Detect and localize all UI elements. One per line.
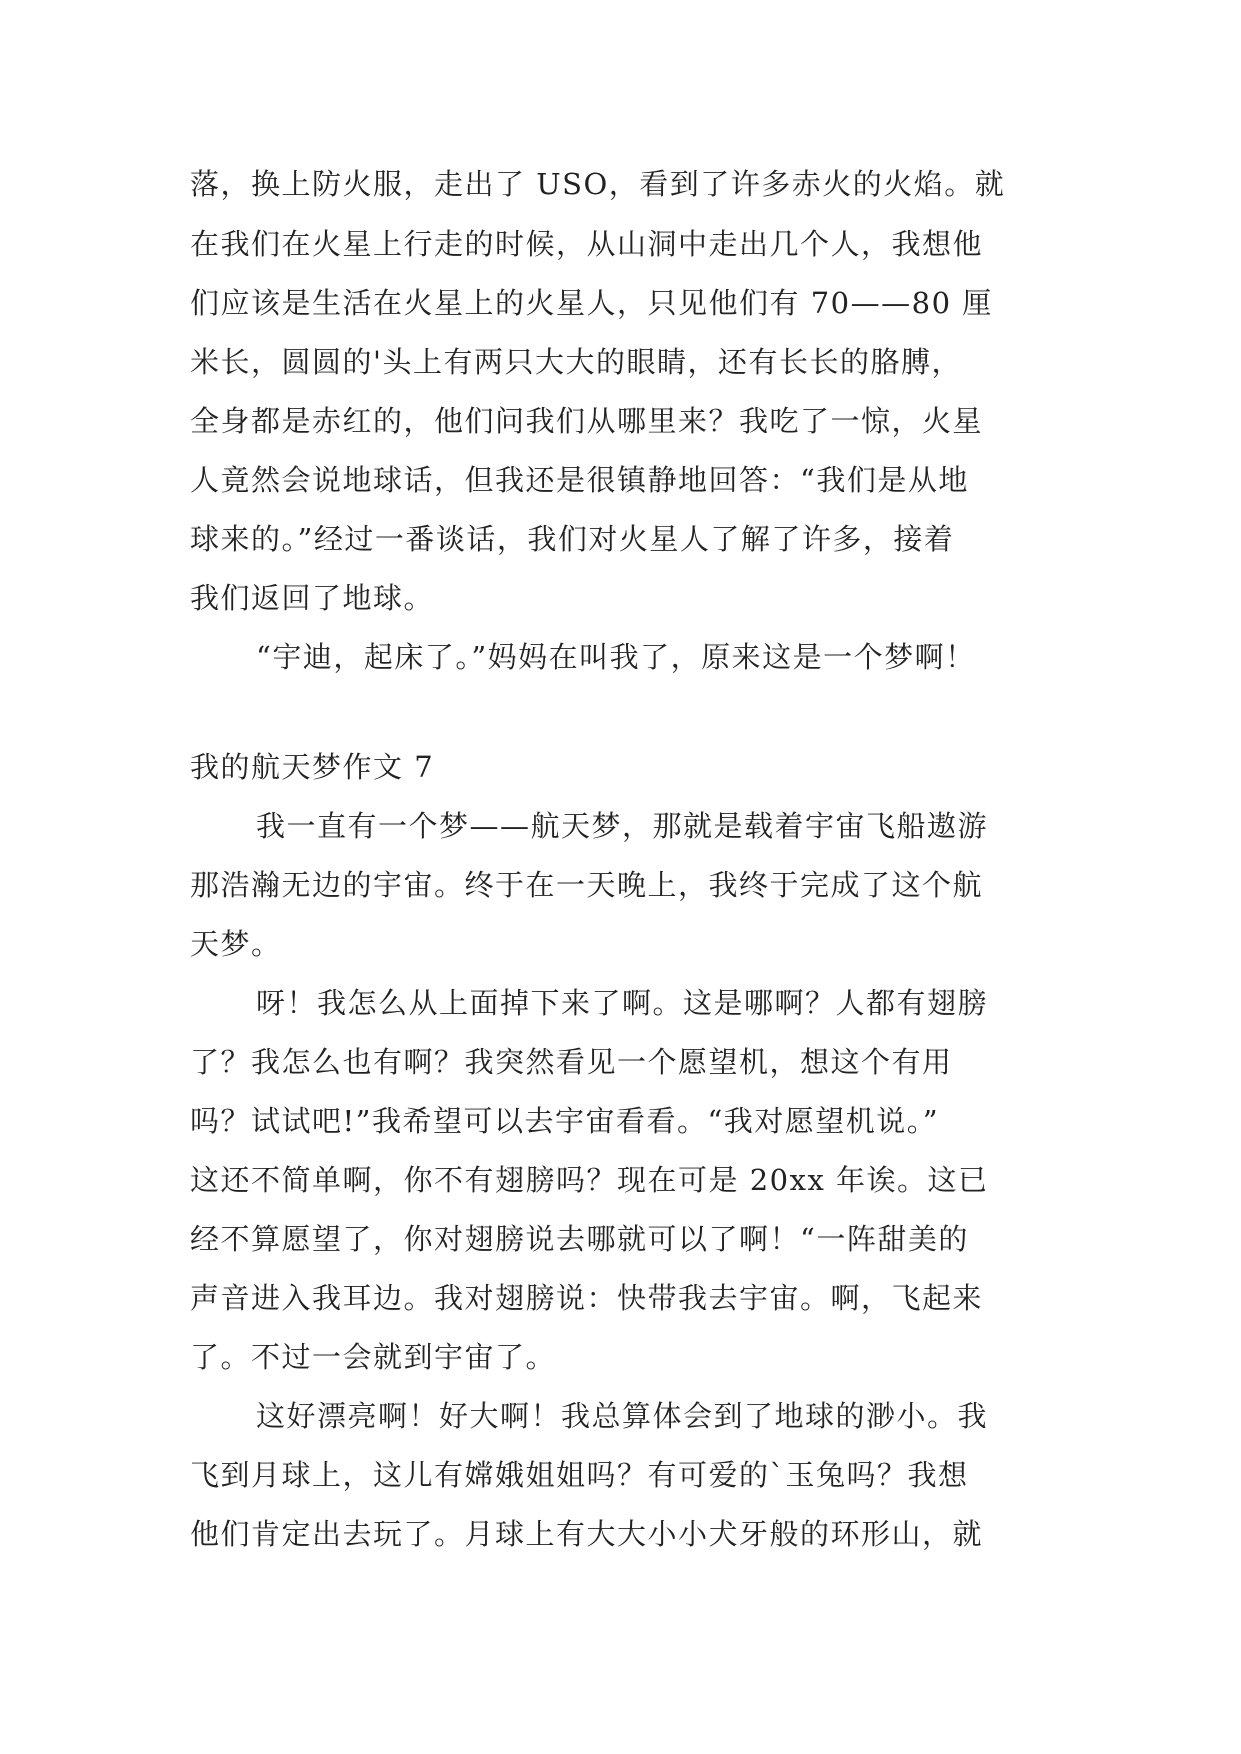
- text-line: 那浩瀚无边的宇宙。终于在一天晚上，我终于完成了这个航: [190, 868, 984, 902]
- text-line: 这好漂亮啊！好大啊！我总算体会到了地球的渺小。我: [256, 1399, 989, 1433]
- text-line: 我一直有一个梦——航天梦，那就是载着宇宙飞船遨游: [256, 809, 989, 843]
- text-line: 他们肯定出去玩了。月球上有大大小小犬牙般的环形山，就: [190, 1517, 984, 1551]
- text-line: 们应该是生活在火星上的火星人，只见他们有 70——80 厘: [190, 286, 993, 320]
- text-line: 天梦。: [190, 927, 282, 961]
- text-line: 我们返回了地球。: [190, 581, 435, 615]
- text-line: 球来的。”经过一番谈话，我们对火星人了解了许多，接着: [190, 522, 955, 556]
- text-line: 米长，圆圆的'头上有两只大大的眼睛，还有长长的胳膊，: [190, 345, 962, 379]
- text-line: 了。不过一会就到宇宙了。: [190, 1340, 557, 1374]
- text-line: 呀！我怎么从上面掉下来了啊。这是哪啊？人都有翅膀: [256, 986, 989, 1020]
- text-line: 全身都是赤红的，他们问我们从哪里来？我吃了一惊，火星: [190, 404, 984, 438]
- text-line: 吗？试试吧!”我希望可以去宇宙看看。“我对愿望机说。”: [190, 1104, 940, 1138]
- text-line: 在我们在火星上行走的时候，从山洞中走出几个人，我想他: [190, 227, 984, 261]
- text-line: 人竟然会说地球话，但我还是很镇静地回答：“我们是从地: [190, 463, 969, 497]
- text-line: 这还不简单啊，你不有翅膀吗？现在可是 20xx 年诶。这已: [190, 1163, 989, 1197]
- section-heading: 我的航天梦作文 7: [190, 750, 435, 784]
- text-line: 经不算愿望了，你对翅膀说去哪就可以了啊！“一阵甜美的: [190, 1222, 969, 1256]
- text-line: 了？我怎么也有啊？我突然看见一个愿望机，想这个有用: [190, 1045, 953, 1079]
- text-line: “宇迪，起床了。”妈妈在叫我了，原来这是一个梦啊！: [256, 640, 976, 674]
- text-line: 声音进入我耳边。我对翅膀说：快带我去宇宙。啊，飞起来: [190, 1281, 984, 1315]
- text-line: 飞到月球上，这儿有嫦娥姐姐吗？有可爱的`玉兔吗？我想: [190, 1458, 969, 1492]
- text-line: 落，换上防火服，走出了 USO，看到了许多赤火的火焰。就: [190, 167, 1006, 201]
